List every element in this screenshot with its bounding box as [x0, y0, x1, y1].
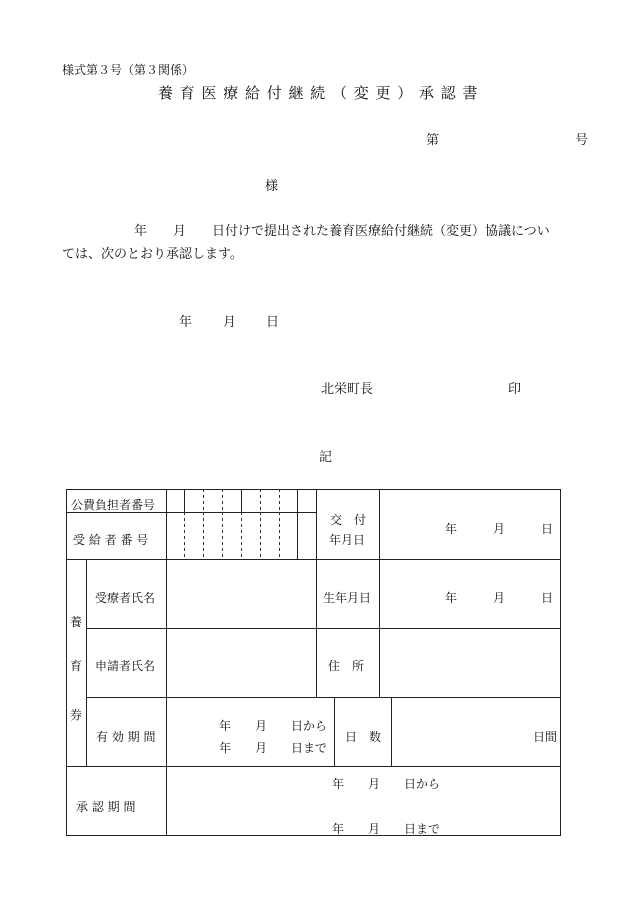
- ticket-char-2: 育: [70, 659, 83, 673]
- number-suffix: 号: [575, 133, 589, 148]
- birth-date-value: 年 月 日: [445, 591, 554, 605]
- applicant-name-label: 申請者氏名: [95, 659, 156, 673]
- form-number: 様式第３号（第３関係）: [62, 63, 195, 77]
- ticket-char-1: 養: [70, 615, 83, 629]
- birth-date-label: 生年月日: [323, 591, 372, 605]
- body-line-1: 年 月 日付けで提出された養育医療給付継続（変更）協議につい: [134, 224, 550, 239]
- approval-from-value: 年 月 日から: [332, 777, 441, 791]
- days-unit: 日間: [533, 730, 558, 744]
- addressee-honorific: 様: [265, 179, 279, 194]
- valid-period-label: 有 効 期 間: [96, 730, 156, 744]
- number-prefix: 第: [426, 133, 440, 148]
- patient-name-label: 受療者氏名: [95, 591, 156, 605]
- issue-date-value: 年 月 日: [445, 522, 554, 536]
- public-burden-number-label: 公費負担者番号: [71, 498, 156, 512]
- body-line-2: ては、次のとおり承認します。: [62, 247, 243, 262]
- days-label: 日 数: [345, 730, 382, 744]
- issuer-name: 北栄町長: [321, 382, 374, 397]
- approval-period-label: 承 認 期 間: [76, 800, 136, 814]
- recipient-number-label: 受 給 者 番 号: [73, 533, 149, 547]
- date-day: 日: [266, 315, 280, 330]
- record-heading: 記: [319, 450, 333, 465]
- document-title: 養育医療給付継続（変更）承認書: [158, 84, 485, 102]
- ticket-char-3: 券: [70, 708, 83, 722]
- date-month: 月: [223, 315, 237, 330]
- valid-to-value: 年 月 日まで: [219, 741, 328, 755]
- issue-label-2: 年月日: [329, 533, 366, 547]
- date-year: 年: [179, 315, 193, 330]
- seal-mark: 印: [508, 382, 522, 397]
- valid-from-value: 年 月 日から: [219, 719, 328, 733]
- address-label: 住 所: [328, 659, 365, 673]
- approval-to-value: 年 月 日まで: [332, 822, 441, 836]
- issue-label-1: 交 付: [330, 513, 367, 527]
